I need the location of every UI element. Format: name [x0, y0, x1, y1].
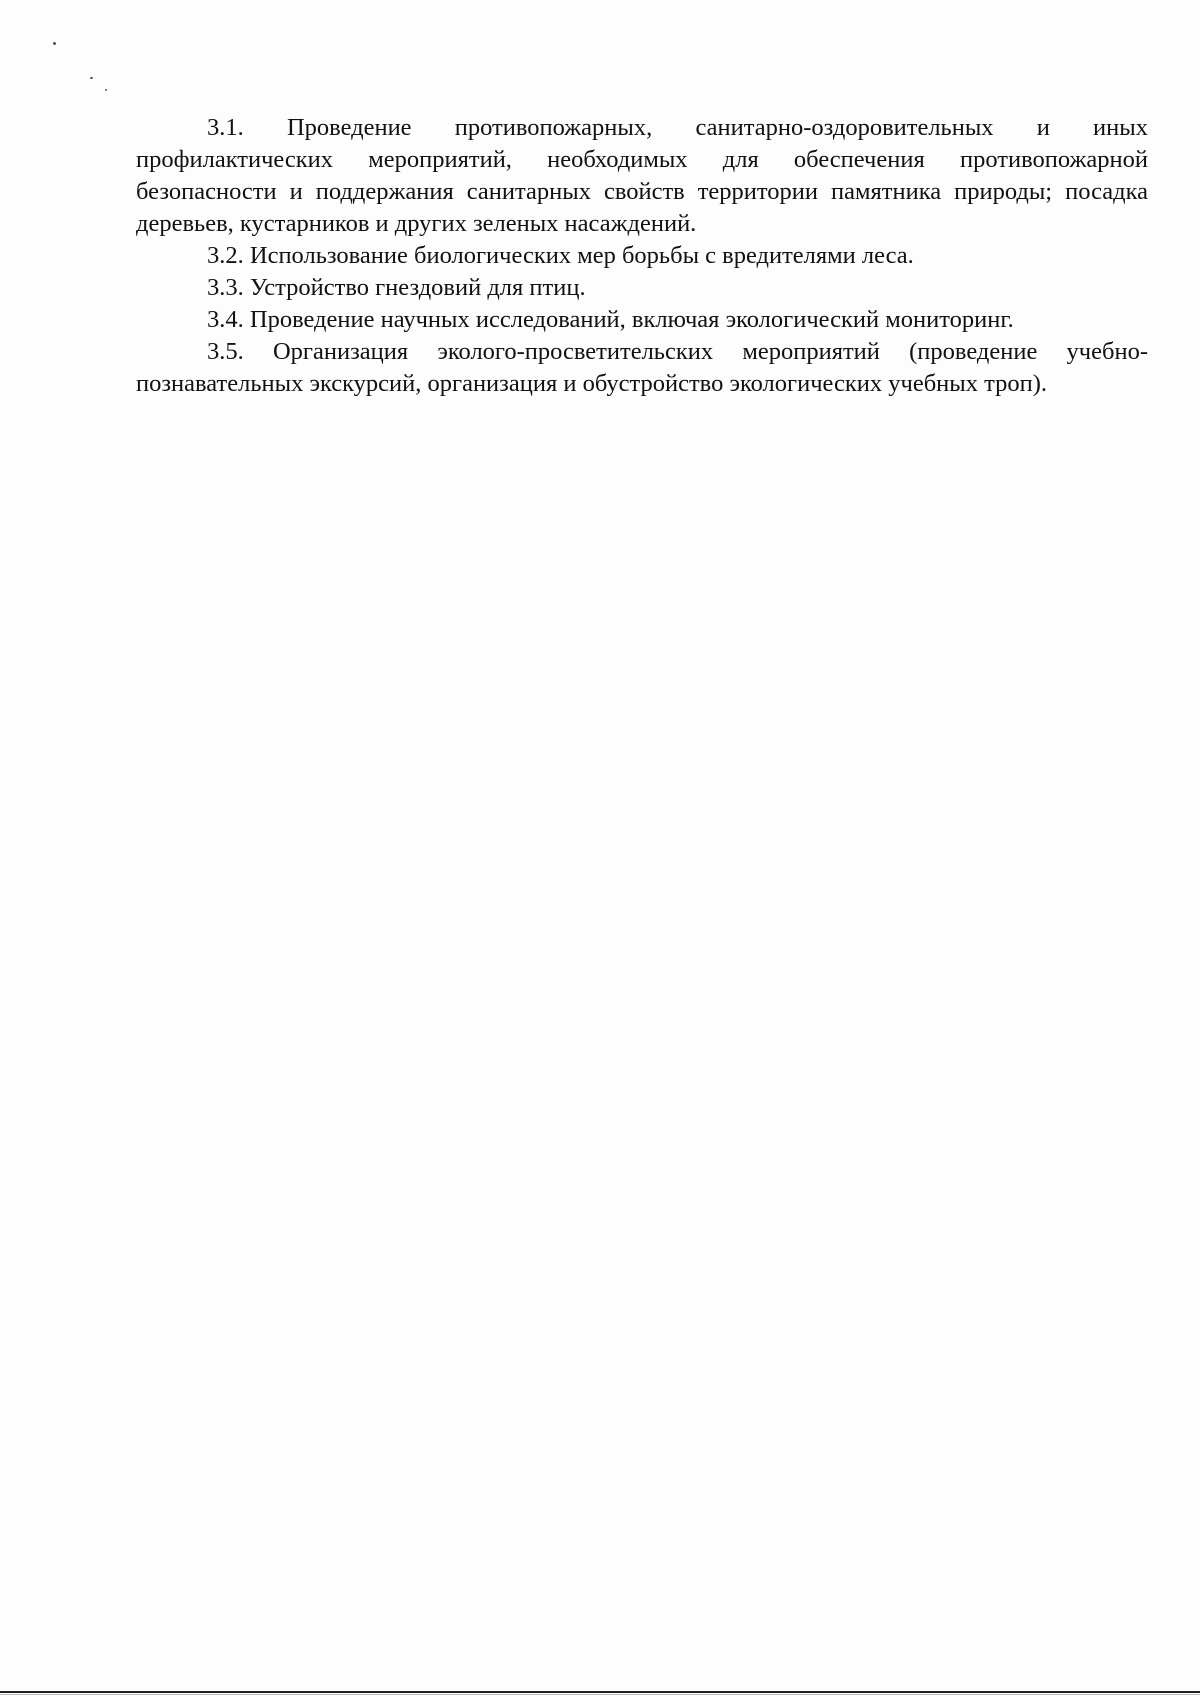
paragraph-3-1: 3.1. Проведение противопожарных, санитарно-оздоровительных и иных профилактических мероприятий, необходимых для обеспечения противопожарной безопасности и поддержания санитарных свойств территории памятника природы; посадка деревьев, кустарников и других зеленых насаждений.	[136, 114, 1148, 237]
paragraph-3-4: 3.4. Проведение научных исследований, включая экологический мониторинг.	[207, 306, 1014, 333]
document-body	[136, 112, 1148, 400]
paragraph-3-2: 3.2. Использование биологических мер борьбы с вредителями леса.	[207, 242, 914, 269]
bottom-edge-shadow	[0, 1694, 1200, 1695]
bottom-edge-rule	[0, 1691, 1200, 1693]
paragraph-3-5: 3.5. Организация эколого-просветительских мероприятий (проведение учебно-познавательных экскурсий, организация и обустройство экологических учебных троп).	[136, 338, 1148, 397]
paragraph-3-3: 3.3. Устройство гнездовий для птиц.	[207, 274, 586, 301]
scan-speck	[53, 42, 56, 45]
scan-speck	[105, 89, 107, 91]
scan-speck	[90, 77, 93, 79]
